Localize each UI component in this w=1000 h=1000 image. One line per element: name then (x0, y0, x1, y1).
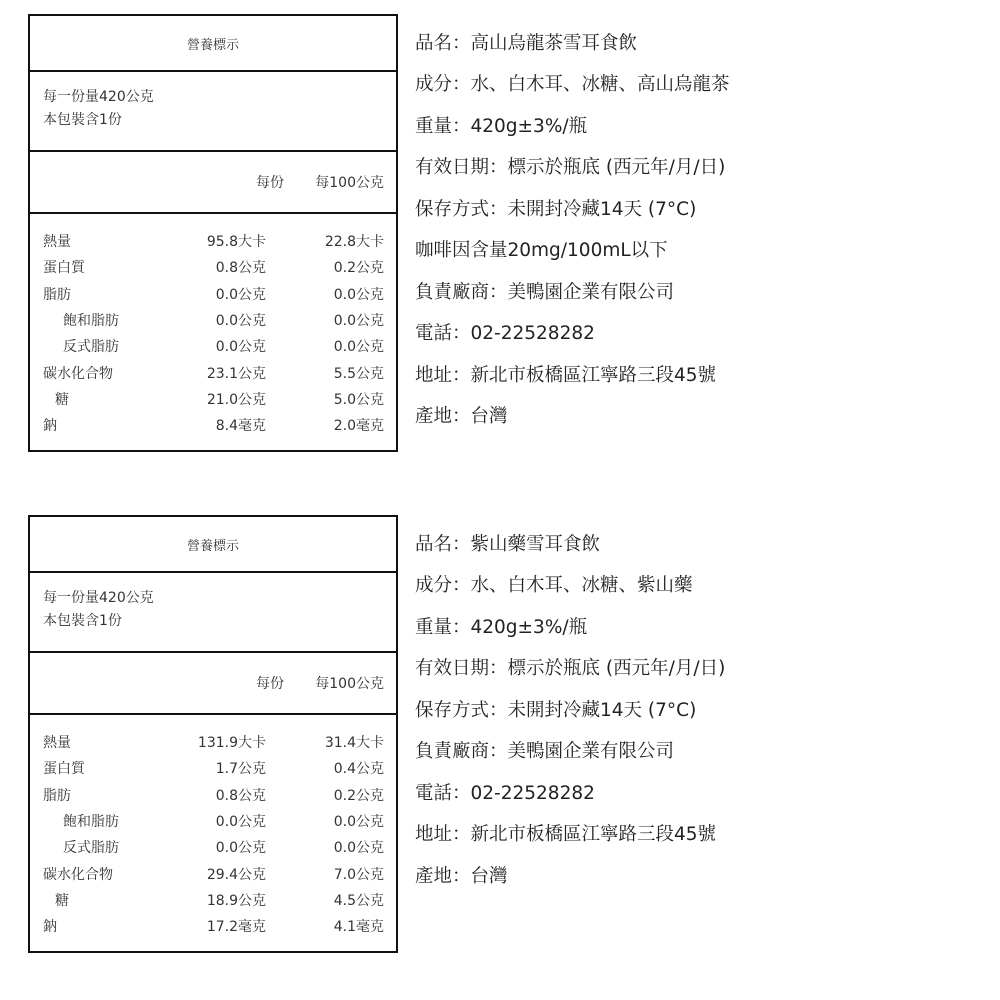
per-100g-value: 0.0公克 (333, 313, 384, 330)
nutrition-title: 營養標示 (30, 517, 396, 573)
info-phone: 電話：02-22528282 (415, 323, 595, 345)
table-row (30, 913, 396, 939)
product-panel-oolong (0, 0, 1000, 490)
info-ingredients: 成分：水、白木耳、冰糖、紫山藥 (415, 575, 693, 597)
nutrient-label: 飽和脂肪 (63, 313, 119, 330)
per-100g-value: 0.4公克 (333, 761, 384, 778)
servings-per-pack: 本包裝含1份 (43, 613, 122, 629)
per-serving-value: 0.0公克 (215, 814, 266, 831)
table-row (30, 228, 396, 254)
info-address: 地址：新北市板橋區江寧路三段45號 (415, 364, 717, 386)
info-phone: 電話：02-22528282 (415, 782, 595, 804)
nutrient-label: 碳水化合物 (43, 365, 113, 382)
per-serving-value: 29.4公克 (206, 866, 266, 883)
column-headers (30, 152, 396, 214)
table-row (30, 860, 396, 886)
info-expiry: 有效日期：標示於瓶底 (西元年/月/日) (415, 157, 726, 179)
per-100g-value: 4.5公克 (333, 892, 384, 909)
per-100g-value: 7.0公克 (333, 866, 384, 883)
col-per-100g: 每100公克 (315, 175, 384, 191)
per-serving-value: 18.9公克 (206, 892, 266, 909)
per-serving-value: 0.0公克 (215, 286, 266, 303)
per-100g-value: 0.0公克 (333, 840, 384, 857)
per-serving-value: 95.8大卡 (206, 234, 266, 251)
nutrient-label: 脂肪 (43, 286, 71, 303)
per-serving-value: 21.0公克 (206, 391, 266, 408)
per-serving-value: 0.0公克 (215, 339, 266, 356)
nutrient-label: 反式脂肪 (63, 339, 119, 356)
nutrient-label: 碳水化合物 (43, 866, 113, 883)
info-storage: 保存方式：未開封冷藏14天 (7°C) (415, 699, 697, 721)
per-100g-value: 5.0公克 (333, 391, 384, 408)
nutrition-table (28, 14, 398, 452)
table-row (30, 359, 396, 385)
serving-info (30, 573, 396, 653)
per-serving-value: 8.4毫克 (215, 418, 266, 435)
table-row (30, 386, 396, 412)
nutrient-label: 糖 (55, 892, 69, 909)
per-100g-value: 31.4大卡 (324, 735, 384, 752)
nutrient-label: 鈉 (43, 418, 57, 435)
info-name: 品名：高山烏龍茶雪耳食飲 (415, 32, 638, 54)
nutrient-label: 糖 (55, 391, 69, 408)
table-row (30, 729, 396, 755)
per-serving-value: 131.9大卡 (197, 735, 266, 752)
table-row (30, 808, 396, 834)
nutrient-label: 蛋白質 (43, 761, 85, 778)
info-manufacturer: 負責廠商：美鴨園企業有限公司 (415, 741, 675, 763)
per-serving-value: 1.7公克 (215, 761, 266, 778)
nutrition-table (28, 515, 398, 953)
info-caffeine: 咖啡因含量20mg/100mL以下 (415, 240, 668, 262)
nutrition-title: 營養標示 (30, 16, 396, 72)
per-serving-value: 0.8公克 (215, 787, 266, 804)
per-100g-value: 0.2公克 (333, 787, 384, 804)
info-expiry: 有效日期：標示於瓶底 (西元年/月/日) (415, 658, 726, 680)
table-row (30, 412, 396, 438)
col-per-serving: 每份 (256, 175, 284, 191)
nutrient-label: 脂肪 (43, 787, 71, 804)
info-ingredients: 成分：水、白木耳、冰糖、高山烏龍茶 (415, 74, 730, 96)
info-origin: 產地：台灣 (415, 406, 508, 428)
serving-info (30, 72, 396, 152)
nutrient-label: 飽和脂肪 (63, 814, 119, 831)
nutrient-label: 熱量 (43, 234, 71, 251)
nutrient-label: 反式脂肪 (63, 840, 119, 857)
nutrient-label: 熱量 (43, 735, 71, 752)
info-storage: 保存方式：未開封冷藏14天 (7°C) (415, 198, 697, 220)
nutrient-label: 鈉 (43, 919, 57, 936)
table-row (30, 887, 396, 913)
per-serving-value: 0.8公克 (215, 260, 266, 277)
info-weight: 重量：420g±3%/瓶 (415, 115, 588, 137)
col-per-serving: 每份 (256, 676, 284, 692)
nutrient-rows (30, 715, 396, 951)
per-100g-value: 22.8大卡 (324, 234, 384, 251)
servings-per-pack: 本包裝含1份 (43, 112, 122, 128)
table-row (30, 333, 396, 359)
column-headers (30, 653, 396, 715)
per-100g-value: 0.0公克 (333, 286, 384, 303)
info-weight: 重量：420g±3%/瓶 (415, 616, 588, 638)
serving-size: 每一份量420公克 (43, 89, 154, 105)
product-panel-purple-yam (0, 501, 1000, 991)
info-manufacturer: 負責廠商：美鴨園企業有限公司 (415, 281, 675, 303)
per-100g-value: 5.5公克 (333, 365, 384, 382)
per-100g-value: 0.2公克 (333, 260, 384, 277)
serving-size: 每一份量420公克 (43, 590, 154, 606)
per-100g-value: 0.0公克 (333, 814, 384, 831)
col-per-100g: 每100公克 (315, 676, 384, 692)
per-serving-value: 0.0公克 (215, 840, 266, 857)
table-row (30, 834, 396, 860)
per-100g-value: 2.0毫克 (333, 418, 384, 435)
nutrient-label: 蛋白質 (43, 260, 85, 277)
product-info (415, 21, 730, 436)
info-origin: 產地：台灣 (415, 865, 508, 887)
table-row (30, 755, 396, 781)
table-row (30, 254, 396, 280)
info-name: 品名：紫山藥雪耳食飲 (415, 533, 601, 555)
nutrient-rows (30, 214, 396, 450)
per-100g-value: 4.1毫克 (333, 919, 384, 936)
product-info (415, 522, 725, 896)
table-row (30, 307, 396, 333)
table-row (30, 281, 396, 307)
per-serving-value: 0.0公克 (215, 313, 266, 330)
per-100g-value: 0.0公克 (333, 339, 384, 356)
table-row (30, 782, 396, 808)
info-address: 地址：新北市板橋區江寧路三段45號 (415, 824, 717, 846)
per-serving-value: 23.1公克 (206, 365, 266, 382)
per-serving-value: 17.2毫克 (206, 919, 266, 936)
